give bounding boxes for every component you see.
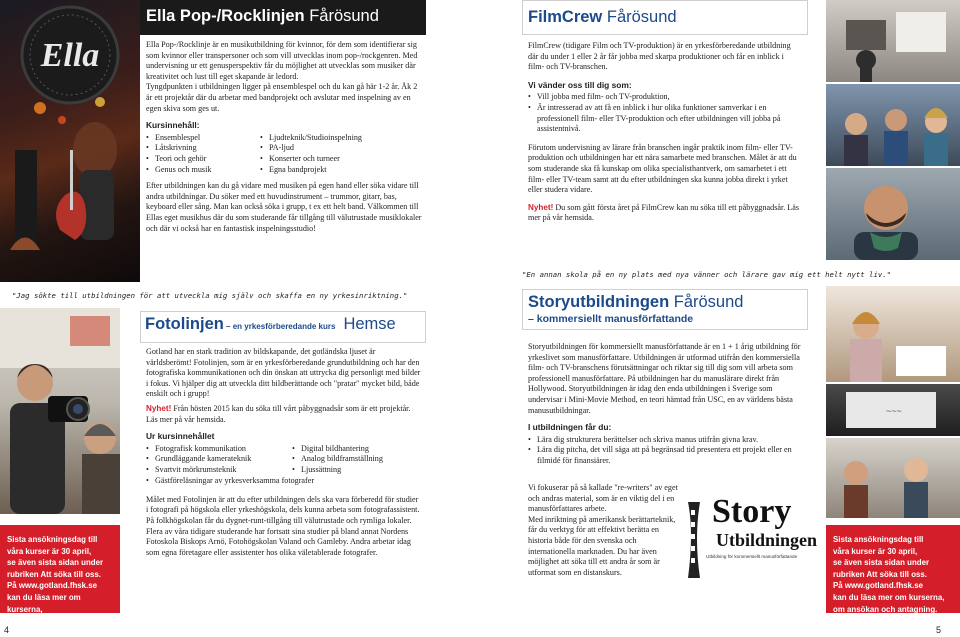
list-item: • Ljudteknik/Studioinspelning [260,133,362,144]
ella-concert-photo [0,0,140,282]
list-item: • Ljussättning [292,465,383,476]
ella-courses-right [260,133,362,175]
story-text-block [528,342,804,475]
list-item: • Egna bandprojekt [260,165,362,176]
notice-line: Sista ansökningsdag till [833,535,924,544]
list-item: • Teori och gehör [146,154,260,165]
filmcrew-paragraph-1: FilmCrew (tidigare Film och TV-produktion) är en yrkesförberedande utbildning där du under 1 eller 2 år får jobba med skarpa produktioner och får en inblick i film- och TV-branschen. [528,41,791,72]
notice-line: rubriken Att söka till oss. [7,569,101,579]
notice-line: om ansökan och antagning. [833,604,938,614]
notice-line: om ansökan och antagning. [7,616,112,626]
studio-scene-illustration [826,0,960,82]
list-item: • Lära dig pitcha, det vill säga att på begränsad tid presentera ett projekt eller en filmidé för finansiärer. [528,445,804,466]
foto-paragraph-1: Gotland har en stark tradition av bildskapande, det gotländska ljuset är världsberömt! Fotolinjen, som är en yrkesförberedande grundutbildning och har den fotografiska kommunikationen och din önskan att uttrycka dig personligt med bilder i fokus. Vi hjälper dig att utveckla ditt bildberättande och "pratar" mycket bild, både enskilt och i grupp! [146,347,421,399]
filmcrew-location: Fårösund [602,8,677,26]
list-item: • Vill jobba med film- och TV-produktion, [528,92,802,103]
ella-paragraph-2: Tyngdpunkten i utbildningen ligger på ensemblespel och du kan gå här 1-2 år. Åk 2 är ett projektår där du arbetar med bandprojekt och avslutar med inspelning av en egen skiva som ges ut. [146,82,418,113]
story-logo-tagline: Utbildning för kommersiellt manusförfattande [706,554,798,559]
story-photo-1 [826,286,960,382]
list-item: • Lära dig strukturera berättelser och skriva manus utifrån givna krav. [528,435,804,446]
story-photo-3 [826,438,960,518]
discussion-illustration [826,438,960,518]
foto-courses [146,444,422,488]
list-item: • Är intresserad av att få en inblick i hur olika funktioner samverkar i en professionell film- eller TV-produktion och efter utbildningen vill jobba på assistentnivå. [528,103,802,135]
notice-line: kan du läsa mer om kurserna, [833,592,945,602]
filmcrew-header [522,0,808,35]
notice-line: se även sista sidan under [833,558,930,568]
story-photo-2 [826,384,960,436]
writers-scene-illustration [826,286,960,382]
filmcrew-heading: Vi vänder oss till dig som: [528,79,632,90]
foto-news-text: Från hösten 2015 kan du söka till vårt påbyggnadsår som är ett projektår. Läs mer på vår hemsida. [146,403,411,424]
filmcrew-portrait-photo [826,168,960,260]
story-logo [684,492,818,580]
notice-line: På www.gotland.fhsk.se [7,581,98,591]
filmcrew-paragraph-2: Förutom undervisning av lärare från branschen ingår praktik inom film- eller TV-produktion och utbildningen har ett nära samarbete med branschen. Målet är att du som studerande ska få kunskap om olika specialisthantverk, om samarbetet i ett film- eller TV-team samt att du efter utbildningen ska kunna jobba direkt i yrket eller studera vidare. [528,142,797,195]
ella-header [140,0,426,35]
story-logo-subtitle: Utbildningen [716,530,818,550]
list-item: • PA-ljud [260,143,362,154]
whiteboard-illustration [826,384,960,436]
story-header [522,289,808,330]
deadline-notice-right [826,525,960,613]
foto-news-label: Nyhet! [146,403,172,413]
ella-after: Efter utbildningen kan du gå vidare med musiken på egen hand eller söka vidare till andra utbildningar. Du söker med ett huvudinstrument – trummor, gitarr, bas, keyboard eller sång. Man kan också söka i grupp, t ex ett helt band. Välkommen till Ellas eget musikhus där du som studerande får tillgång till välutrustade musiklokaler och där vi också har en fantastisk inspelningsstudio! [146,181,422,233]
filmcrew-news-text: Du som gått första året på FilmCrew kan nu söka till ett påbyggnadsår. Läs mer på vår hemsida. [528,202,800,223]
list-item: • Gästföreläsningar av yrkesverksamma fotografer [146,476,422,487]
photographer-illustration [0,308,120,514]
foto-courses-right [292,444,383,476]
notice-line: våra kurser är 30 april, [833,546,918,556]
filmcrew-news [528,203,802,224]
notice-line: våra kurser är 30 april, [7,546,92,556]
ella-text-block [146,40,422,238]
list-item: • Ensemblespel [146,133,260,144]
list-item: • Genus och musik [146,165,260,176]
story-location: Fårösund [669,293,744,311]
foto-paragraph-3: Målet med Fotolinjen är att du efter utbildningen dels ska vara förberedd för studier i fotografi på högskola eller yrkeshögskola, dels kunna arbeta som fotografassistent. På folkhögskolan får du dygnet-runt-tillgång till välutrustade och rymliga lokaler. Flera av våra tidigare studerande har fortsatt sina studier på bland annat Nordens Fotoskola Biskops Arnö, Fotohögskolan Valand och Gamleby. Andra arbetar idag som egna företagare eller assistenter hos olika väletablerade fotografer. [146,494,420,557]
list-item: • Konserter och turneer [260,154,362,165]
page-number-left: 4 [4,625,10,635]
page-number-right: 5 [936,625,942,635]
notice-line: Sista ansökningsdag till [7,535,98,544]
filmcrew-photo-1 [826,0,960,82]
quote-right: "En annan skola på en ny plats med nya vänner och lärare gav mig ett helt nytt liv." [522,270,892,279]
story-heading: I utbildningen får du: [528,422,612,433]
list-item: • Fotografisk kommunikation [146,444,422,455]
ella-courses-left [146,133,260,175]
list-item: • Grundläggande kamerateknik [146,454,422,465]
ella-location: Fårösund [304,7,379,25]
foto-subtitle: – en yrkesförberedande kurs [223,322,336,331]
classroom-scene-illustration [826,84,960,166]
portrait-illustration [826,168,960,260]
whiteboard-scribble: ~~~ [886,406,902,416]
ella-intro: Ella Pop-/Rocklinje är en musikutbildning för kvinnor, för dem som identifierar sig som kvinnor eller transpersoner och som vill utvecklas inom pop-/rockgenren. Med undervisning ur ett genusperspektiv får du möjlighet att utvecklas som musiker där kreativitet och lust till eget skapande är ledord. [146,40,418,81]
filmcrew-bullets [528,92,802,134]
filmcrew-text-block [528,41,802,228]
ella-courses-heading: Kursinnehåll: [146,120,200,131]
foto-courses-heading: Ur kursinnehållet [146,431,215,442]
story-paragraph-1: Storyutbildningen för kommersiellt manusförfattande är en 1 + 1 årig utbildning för yrkeslivet som manusförfattare. Utbildningen är utformad utifrån den kommersiella film- och TV-branschens förutsättningar och riktar sig till dig som vill arbeta som professionell manusförfattare. På utbildningen har du manuslärare direkt från Hollywood. Storyutbildningen är idag den enda utbildningen i Sverige som undervisar i Mini-Movie Method, en teori hämtad från USC, en av världens bästa manusutbildningar. [528,342,801,415]
foto-text-block [146,347,422,562]
ella-title: Ella Pop-/Rocklinjen [146,7,305,25]
story-logo-title: Story [712,493,792,530]
notice-line: kan du läsa mer om kurserna, [7,592,81,614]
ella-courses [146,133,422,175]
deadline-notice-left [0,525,120,626]
foto-news [146,404,422,425]
filmcrew-photo-2 [826,84,960,166]
concert-scene-illustration [0,0,140,282]
ella-logo: Ella [40,37,100,74]
foto-header [140,311,426,343]
story-title: Storyutbildningen [528,293,670,311]
list-item: • Digital bildhantering [292,444,383,455]
list-item: • Analog bildframställning [292,454,383,465]
foto-title: Fotolinjen [145,315,224,333]
filmcrew-news-label: Nyhet! [528,202,554,212]
notice-line: se även sista sidan under [7,558,104,568]
story-paragraph-2: Vi fokuserar på så kallade "re-writers" av eget och andras material, som är en viktig del i en manusförfattares arbete. [528,483,678,514]
story-title-line [528,293,807,312]
list-item: • Svartvit mörkrumsteknik [146,465,422,476]
story-paragraph-3: Med inriktning på amerikansk berättarteknik, får du verktyg för att effektivt berätta en historia både för den svenska och internationella marknaden. Du har även möjlighet att söka till ett andra år som är utformat som en distanskurs. [528,514,676,577]
quote-left: "Jag sökte till utbildningen för att utveckla mig själv och skaffa en ny yrkesinriktning." [12,291,408,300]
filmcrew-title: FilmCrew [528,8,603,26]
story-bullets [528,435,804,467]
story-subtitle: – kommersiellt manusförfattande [528,313,694,325]
notice-line: På www.gotland.fhsk.se [833,581,924,591]
notice-line: rubriken Att söka till oss. [833,569,927,579]
list-item: • Låtskrivning [146,143,260,154]
story-text-block-2 [528,483,678,582]
foto-location: Hemse [343,315,396,333]
photography-student-photo [0,308,120,514]
